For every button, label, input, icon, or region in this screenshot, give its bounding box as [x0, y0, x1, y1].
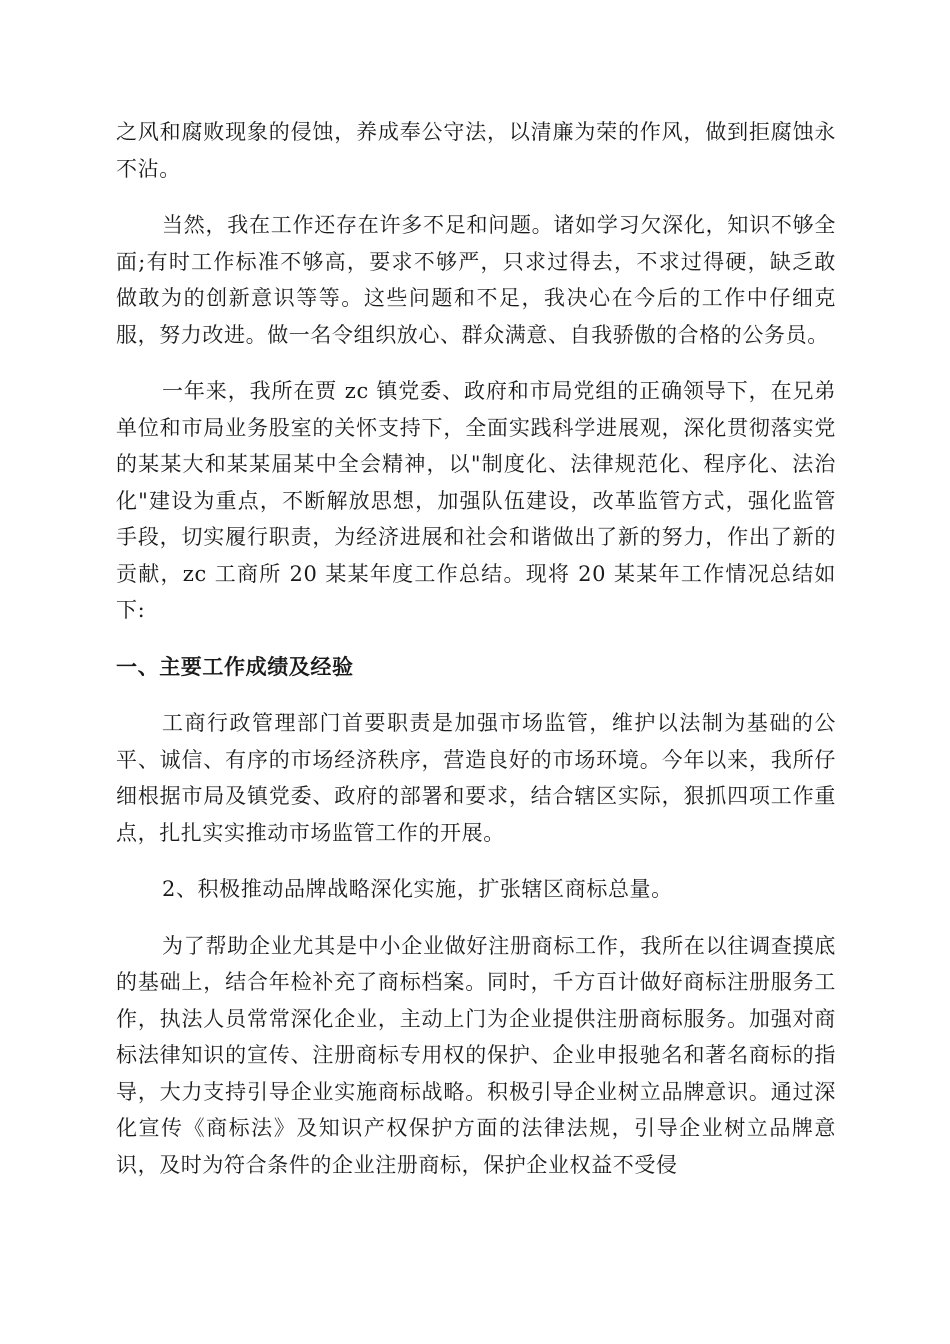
paragraph-trademark-work: 为了帮助企业尤其是中小企业做好注册商标工作，我所在以往调查摸底的基础上，结合年检补充了商标档案。同时，千方百计做好商标注册服务工作，执法人员常常深化企业，主动上门为企业提供注册商标服务。加强对商标法律知识的宣传、注册商标专用权的保护、企业申报驰名和著名商标的指导，大力支持引导企业实施商标战略。积极引导企业树立品牌意识。通过深化宣传《商标法》及知识产权保护方面的法律法规，引导企业树立品牌意识，及时为符合条件的企业注册商标，保护企业权益不受侵 [116, 933, 836, 1177]
section-heading-achievements: 一、主要工作成绩及经验 [116, 654, 354, 679]
document-body [116, 114, 836, 1203]
paragraph-brand-strategy-item: 2、积极推动品牌战略深化实施，扩张辖区商标总量。 [162, 877, 673, 901]
paragraph-shortcomings: 当然，我在工作还存在许多不足和问题。诸如学习欠深化，知识不够全面;有时工作标准不够高，要求不够严，只求过得去，不求过得硬，缺乏敢做敢为的创新意识等等。这些问题和不足，我决心在今后的工作中仔细克服，努力改进。做一名令组织放心、群众满意、自我骄傲的合格的公务员。 [116, 213, 836, 347]
paragraph-continuation: 之风和腐败现象的侵蚀，养成奉公守法，以清廉为荣的作风，做到拒腐蚀永不沾。 [116, 120, 836, 181]
paragraph-year-summary: 一年来，我所在贾 zc 镇党委、政府和市局党组的正确领导下，在兄弟单位和市局业务股室的关怀支持下，全面实践科学进展观，深化贯彻落实党的某某大和某某届某中全会精神，以"制度化、法律规范化、程序化、法治化"建设为重点，不断解放思想，加强队伍建设，改革监管方式，强化监管手段，切实履行职责，为经济进展和社会和谐做出了新的努力，作出了新的贡献，zc 工商所 20 某某年度工作总结。现将 20 某某年工作情况总结如下: [116, 379, 836, 622]
paragraph-market-supervision: 工商行政管理部门首要职责是加强市场监管，维护以法制为基础的公平、诚信、有序的市场经济秩序，营造良好的市场环境。今年以来，我所仔细根据市局及镇党委、政府的部署和要求，结合辖区实际，狠抓四项工作重点，扎扎实实推动市场监管工作的开展。 [116, 711, 836, 845]
